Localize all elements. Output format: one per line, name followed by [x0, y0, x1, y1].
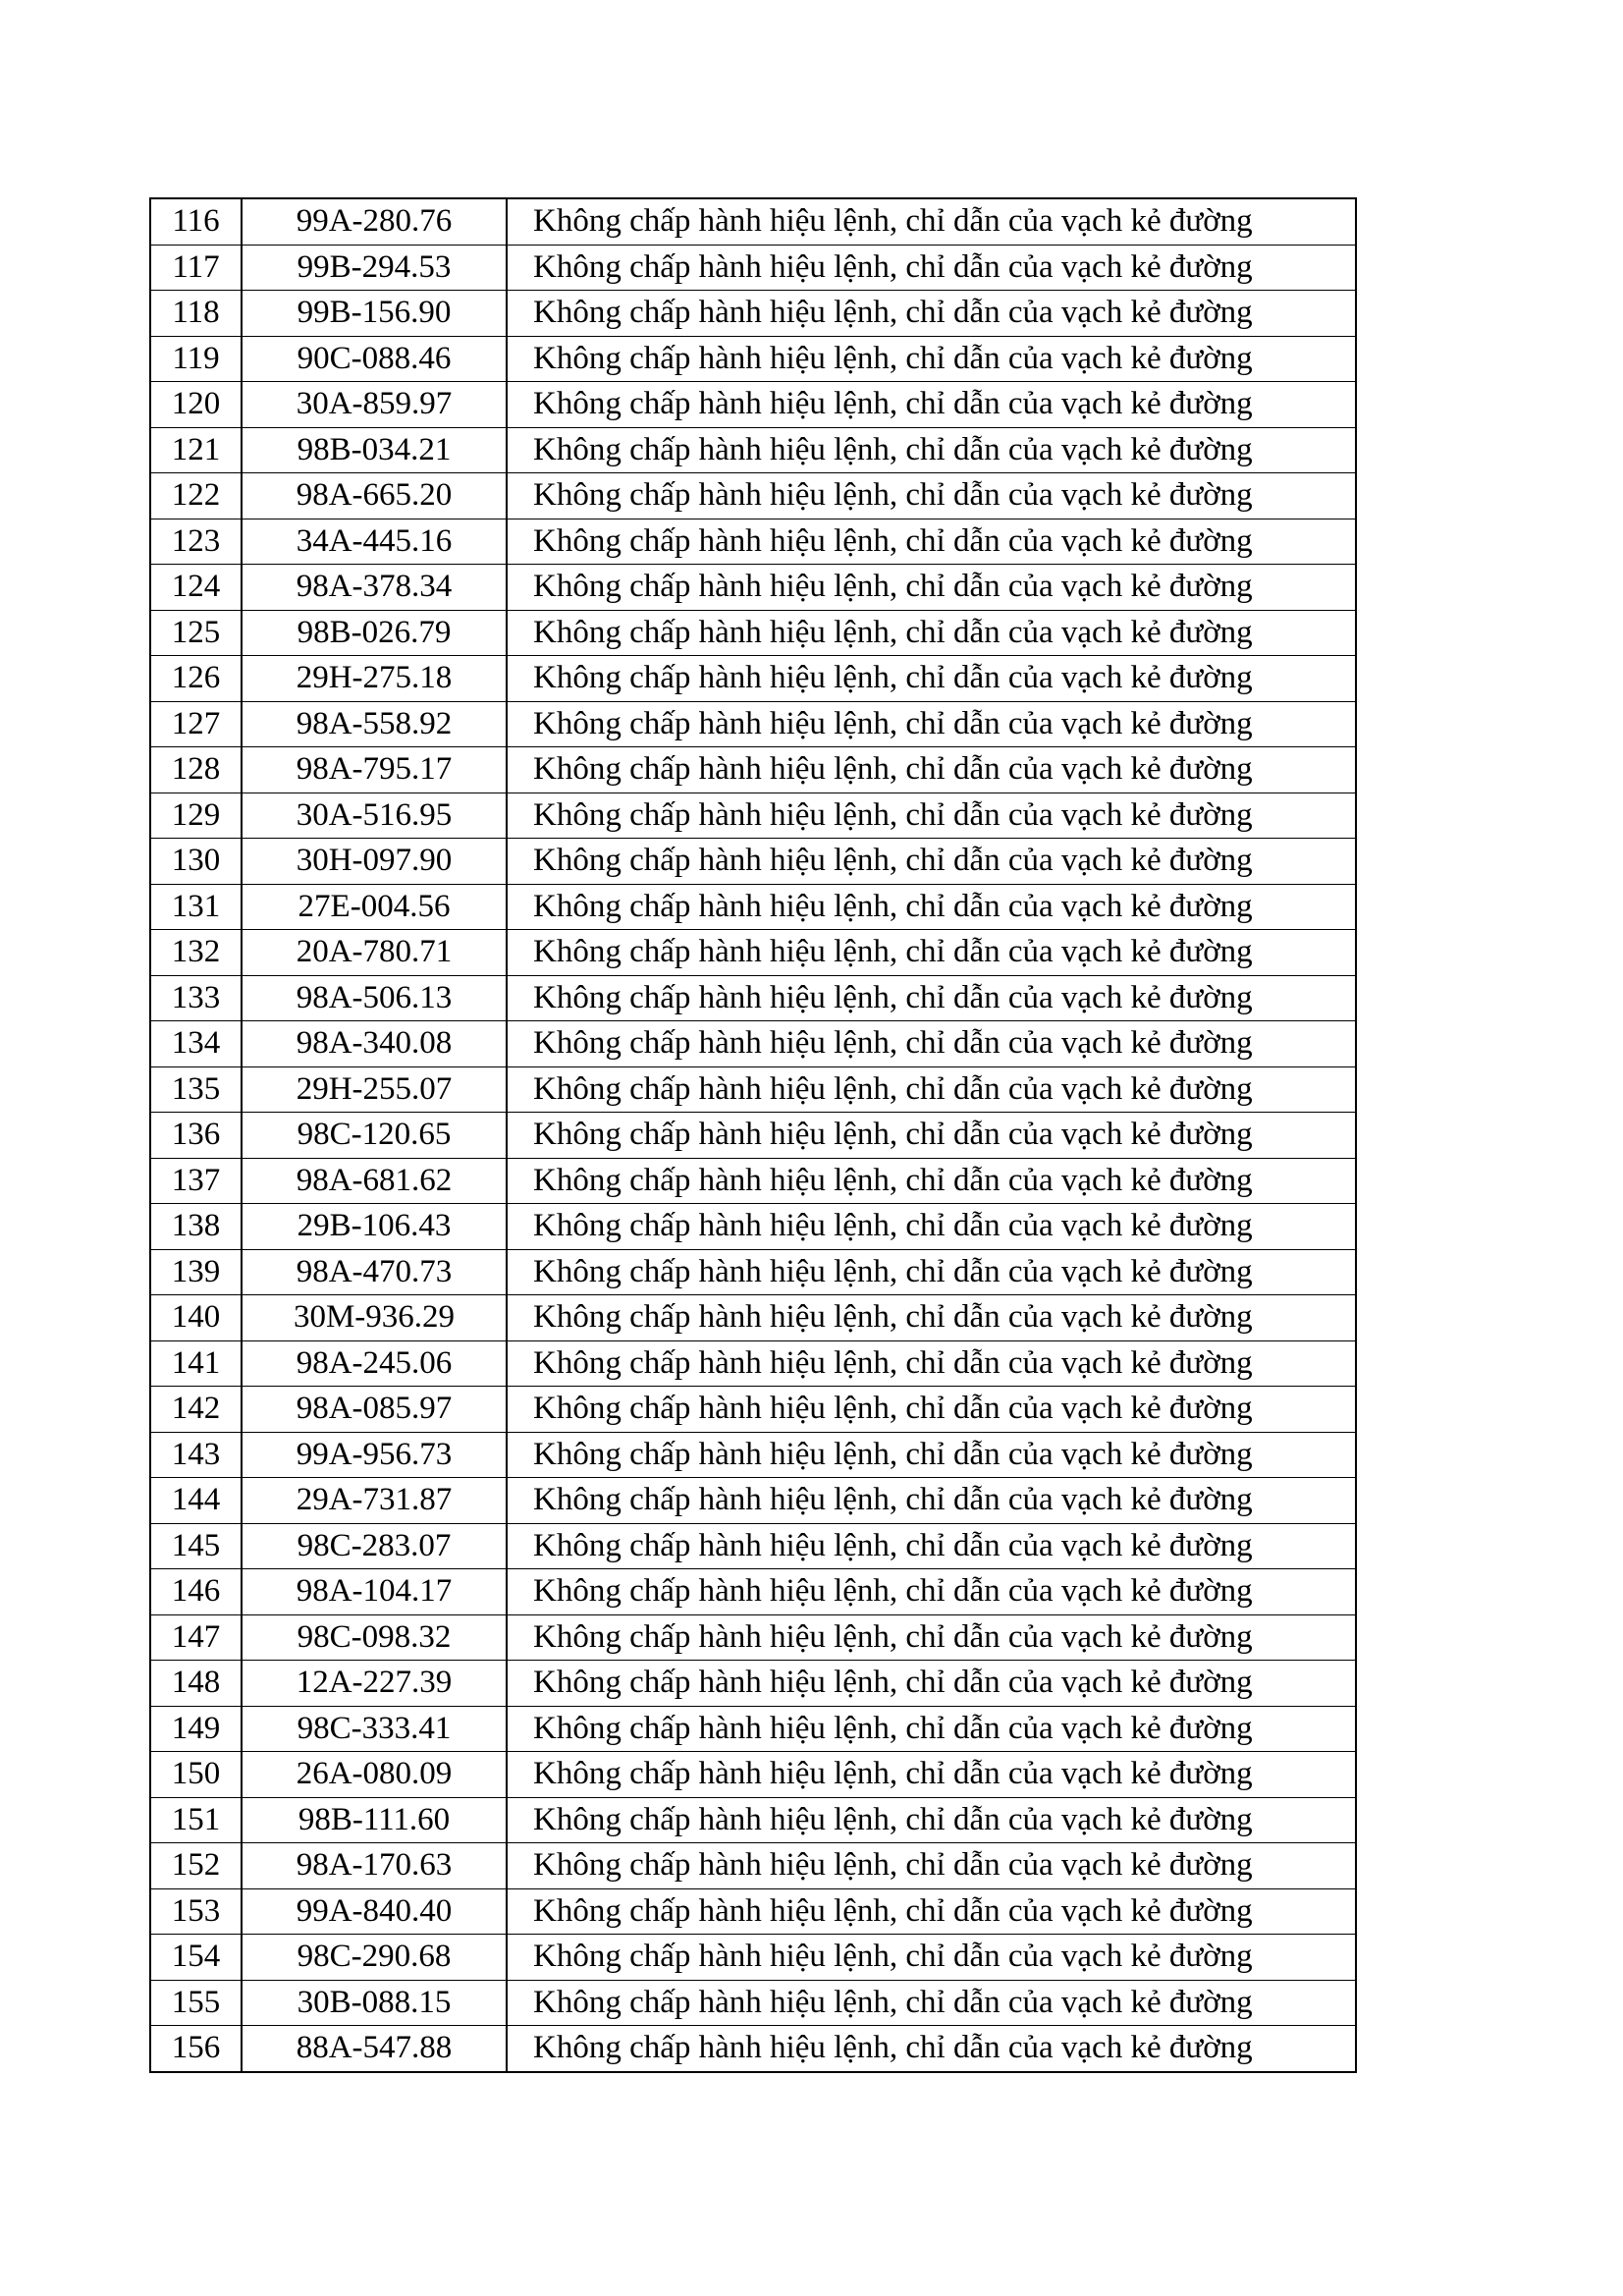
- license-plate-cell: 30H-097.90: [242, 839, 507, 885]
- violation-description-cell: Không chấp hành hiệu lệnh, chỉ dẫn của vạch kẻ đường: [507, 793, 1356, 839]
- license-plate-cell: 29A-731.87: [242, 1478, 507, 1524]
- row-number-cell: 120: [150, 382, 242, 428]
- license-plate-cell: 98A-470.73: [242, 1249, 507, 1295]
- license-plate-cell: 99A-840.40: [242, 1888, 507, 1935]
- violation-description-cell: Không chấp hành hiệu lệnh, chỉ dẫn của vạch kẻ đường: [507, 1843, 1356, 1889]
- row-number-cell: 126: [150, 656, 242, 702]
- row-number-cell: 150: [150, 1752, 242, 1798]
- violation-description-cell: Không chấp hành hiệu lệnh, chỉ dẫn của vạch kẻ đường: [507, 1797, 1356, 1843]
- violation-description-cell: Không chấp hành hiệu lệnh, chỉ dẫn của vạch kẻ đường: [507, 473, 1356, 519]
- license-plate-cell: 29B-106.43: [242, 1204, 507, 1250]
- row-number-cell: 117: [150, 245, 242, 291]
- table-row: [150, 839, 1356, 885]
- row-number-cell: 145: [150, 1523, 242, 1569]
- row-number-cell: 128: [150, 747, 242, 793]
- violation-description-cell: Không chấp hành hiệu lệnh, chỉ dẫn của vạch kẻ đường: [507, 1935, 1356, 1981]
- violation-description-cell: Không chấp hành hiệu lệnh, chỉ dẫn của vạch kẻ đường: [507, 1432, 1356, 1478]
- table-row: [150, 930, 1356, 976]
- violation-description-cell: Không chấp hành hiệu lệnh, chỉ dẫn của vạch kẻ đường: [507, 1387, 1356, 1433]
- table-row: [150, 473, 1356, 519]
- license-plate-cell: 30B-088.15: [242, 1980, 507, 2026]
- table-row: [150, 427, 1356, 473]
- license-plate-cell: 98C-098.32: [242, 1614, 507, 1661]
- license-plate-cell: 98A-665.20: [242, 473, 507, 519]
- table-row: [150, 519, 1356, 565]
- row-number-cell: 152: [150, 1843, 242, 1889]
- license-plate-cell: 98B-111.60: [242, 1797, 507, 1843]
- table-row: [150, 336, 1356, 382]
- table-row: [150, 1021, 1356, 1067]
- license-plate-cell: 98A-681.62: [242, 1158, 507, 1204]
- table-row: [150, 1614, 1356, 1661]
- row-number-cell: 153: [150, 1888, 242, 1935]
- table-row: [150, 610, 1356, 656]
- violation-description-cell: Không chấp hành hiệu lệnh, chỉ dẫn của vạch kẻ đường: [507, 1158, 1356, 1204]
- license-plate-cell: 34A-445.16: [242, 519, 507, 565]
- row-number-cell: 127: [150, 701, 242, 747]
- violation-description-cell: Không chấp hành hiệu lệnh, chỉ dẫn của vạch kẻ đường: [507, 1113, 1356, 1159]
- license-plate-cell: 98A-558.92: [242, 701, 507, 747]
- table-row: [150, 975, 1356, 1021]
- row-number-cell: 154: [150, 1935, 242, 1981]
- violation-description-cell: Không chấp hành hiệu lệnh, chỉ dẫn của vạch kẻ đường: [507, 656, 1356, 702]
- row-number-cell: 141: [150, 1340, 242, 1387]
- violation-description-cell: Không chấp hành hiệu lệnh, chỉ dẫn của vạch kẻ đường: [507, 245, 1356, 291]
- table-row: [150, 1523, 1356, 1569]
- row-number-cell: 130: [150, 839, 242, 885]
- row-number-cell: 118: [150, 291, 242, 337]
- table-row: [150, 701, 1356, 747]
- violation-description-cell: Không chấp hành hiệu lệnh, chỉ dẫn của vạch kẻ đường: [507, 1706, 1356, 1752]
- row-number-cell: 121: [150, 427, 242, 473]
- license-plate-cell: 98A-170.63: [242, 1843, 507, 1889]
- row-number-cell: 135: [150, 1066, 242, 1113]
- violation-description-cell: Không chấp hành hiệu lệnh, chỉ dẫn của vạch kẻ đường: [507, 336, 1356, 382]
- violation-description-cell: Không chấp hành hiệu lệnh, chỉ dẫn của vạch kẻ đường: [507, 701, 1356, 747]
- table-row: [150, 382, 1356, 428]
- row-number-cell: 125: [150, 610, 242, 656]
- table-row: [150, 1387, 1356, 1433]
- row-number-cell: 123: [150, 519, 242, 565]
- table-row: [150, 656, 1356, 702]
- row-number-cell: 139: [150, 1249, 242, 1295]
- license-plate-cell: 20A-780.71: [242, 930, 507, 976]
- license-plate-cell: 99B-156.90: [242, 291, 507, 337]
- table-row: [150, 245, 1356, 291]
- row-number-cell: 136: [150, 1113, 242, 1159]
- violation-description-cell: Không chấp hành hiệu lệnh, chỉ dẫn của vạch kẻ đường: [507, 1340, 1356, 1387]
- violation-description-cell: Không chấp hành hiệu lệnh, chỉ dẫn của vạch kẻ đường: [507, 1204, 1356, 1250]
- table-row: [150, 884, 1356, 930]
- license-plate-cell: 98B-034.21: [242, 427, 507, 473]
- row-number-cell: 148: [150, 1661, 242, 1707]
- row-number-cell: 147: [150, 1614, 242, 1661]
- license-plate-cell: 27E-004.56: [242, 884, 507, 930]
- row-number-cell: 151: [150, 1797, 242, 1843]
- license-plate-cell: 29H-275.18: [242, 656, 507, 702]
- license-plate-cell: 98C-120.65: [242, 1113, 507, 1159]
- row-number-cell: 116: [150, 198, 242, 245]
- license-plate-cell: 30M-936.29: [242, 1295, 507, 1341]
- table-row: [150, 1752, 1356, 1798]
- violation-description-cell: Không chấp hành hiệu lệnh, chỉ dẫn của vạch kẻ đường: [507, 565, 1356, 611]
- violation-description-cell: Không chấp hành hiệu lệnh, chỉ dẫn của vạch kẻ đường: [507, 610, 1356, 656]
- violation-description-cell: Không chấp hành hiệu lệnh, chỉ dẫn của vạch kẻ đường: [507, 1066, 1356, 1113]
- license-plate-cell: 30A-516.95: [242, 793, 507, 839]
- row-number-cell: 142: [150, 1387, 242, 1433]
- violation-description-cell: Không chấp hành hiệu lệnh, chỉ dẫn của vạch kẻ đường: [507, 930, 1356, 976]
- violation-description-cell: Không chấp hành hiệu lệnh, chỉ dẫn của vạch kẻ đường: [507, 1523, 1356, 1569]
- table-row: [150, 1340, 1356, 1387]
- license-plate-cell: 29H-255.07: [242, 1066, 507, 1113]
- table-row: [150, 1935, 1356, 1981]
- violation-description-cell: Không chấp hành hiệu lệnh, chỉ dẫn của vạch kẻ đường: [507, 1021, 1356, 1067]
- table-row: [150, 793, 1356, 839]
- license-plate-cell: 99A-956.73: [242, 1432, 507, 1478]
- violation-description-cell: Không chấp hành hiệu lệnh, chỉ dẫn của vạch kẻ đường: [507, 747, 1356, 793]
- violation-description-cell: Không chấp hành hiệu lệnh, chỉ dẫn của vạch kẻ đường: [507, 2026, 1356, 2072]
- table-row: [150, 1432, 1356, 1478]
- table-row: [150, 1249, 1356, 1295]
- violation-description-cell: Không chấp hành hiệu lệnh, chỉ dẫn của vạch kẻ đường: [507, 1614, 1356, 1661]
- license-plate-cell: 98A-245.06: [242, 1340, 507, 1387]
- row-number-cell: 132: [150, 930, 242, 976]
- license-plate-cell: 90C-088.46: [242, 336, 507, 382]
- violation-description-cell: Không chấp hành hiệu lệnh, chỉ dẫn của vạch kẻ đường: [507, 291, 1356, 337]
- row-number-cell: 133: [150, 975, 242, 1021]
- violation-description-cell: Không chấp hành hiệu lệnh, chỉ dẫn của vạch kẻ đường: [507, 1478, 1356, 1524]
- table-row: [150, 1478, 1356, 1524]
- license-plate-cell: 30A-859.97: [242, 382, 507, 428]
- violations-table-body: [150, 198, 1356, 2072]
- violation-description-cell: Không chấp hành hiệu lệnh, chỉ dẫn của vạch kẻ đường: [507, 198, 1356, 245]
- table-row: [150, 1706, 1356, 1752]
- license-plate-cell: 98C-333.41: [242, 1706, 507, 1752]
- row-number-cell: 149: [150, 1706, 242, 1752]
- license-plate-cell: 98A-085.97: [242, 1387, 507, 1433]
- row-number-cell: 122: [150, 473, 242, 519]
- table-row: [150, 1066, 1356, 1113]
- table-row: [150, 1158, 1356, 1204]
- violation-description-cell: Không chấp hành hiệu lệnh, chỉ dẫn của vạch kẻ đường: [507, 1980, 1356, 2026]
- row-number-cell: 144: [150, 1478, 242, 1524]
- table-row: [150, 565, 1356, 611]
- row-number-cell: 146: [150, 1569, 242, 1615]
- license-plate-cell: 26A-080.09: [242, 1752, 507, 1798]
- violations-table: [149, 197, 1357, 2073]
- violation-description-cell: Không chấp hành hiệu lệnh, chỉ dẫn của vạch kẻ đường: [507, 1888, 1356, 1935]
- table-row: [150, 1797, 1356, 1843]
- row-number-cell: 143: [150, 1432, 242, 1478]
- license-plate-cell: 98A-340.08: [242, 1021, 507, 1067]
- row-number-cell: 119: [150, 336, 242, 382]
- violation-description-cell: Không chấp hành hiệu lệnh, chỉ dẫn của vạch kẻ đường: [507, 1661, 1356, 1707]
- license-plate-cell: 98A-506.13: [242, 975, 507, 1021]
- violation-description-cell: Không chấp hành hiệu lệnh, chỉ dẫn của vạch kẻ đường: [507, 884, 1356, 930]
- row-number-cell: 134: [150, 1021, 242, 1067]
- table-row: [150, 1295, 1356, 1341]
- license-plate-cell: 88A-547.88: [242, 2026, 507, 2072]
- row-number-cell: 155: [150, 1980, 242, 2026]
- violation-description-cell: Không chấp hành hiệu lệnh, chỉ dẫn của vạch kẻ đường: [507, 382, 1356, 428]
- license-plate-cell: 99B-294.53: [242, 245, 507, 291]
- row-number-cell: 124: [150, 565, 242, 611]
- row-number-cell: 140: [150, 1295, 242, 1341]
- violation-description-cell: Không chấp hành hiệu lệnh, chỉ dẫn của vạch kẻ đường: [507, 1295, 1356, 1341]
- row-number-cell: 131: [150, 884, 242, 930]
- license-plate-cell: 98B-026.79: [242, 610, 507, 656]
- table-row: [150, 1888, 1356, 1935]
- row-number-cell: 137: [150, 1158, 242, 1204]
- license-plate-cell: 12A-227.39: [242, 1661, 507, 1707]
- license-plate-cell: 98A-378.34: [242, 565, 507, 611]
- violation-description-cell: Không chấp hành hiệu lệnh, chỉ dẫn của vạch kẻ đường: [507, 427, 1356, 473]
- row-number-cell: 129: [150, 793, 242, 839]
- table-row: [150, 1569, 1356, 1615]
- license-plate-cell: 98C-283.07: [242, 1523, 507, 1569]
- table-row: [150, 1980, 1356, 2026]
- table-row: [150, 1113, 1356, 1159]
- row-number-cell: 138: [150, 1204, 242, 1250]
- table-row: [150, 747, 1356, 793]
- table-row: [150, 2026, 1356, 2072]
- license-plate-cell: 98C-290.68: [242, 1935, 507, 1981]
- violation-description-cell: Không chấp hành hiệu lệnh, chỉ dẫn của vạch kẻ đường: [507, 975, 1356, 1021]
- row-number-cell: 156: [150, 2026, 242, 2072]
- table-row: [150, 1204, 1356, 1250]
- violation-description-cell: Không chấp hành hiệu lệnh, chỉ dẫn của vạch kẻ đường: [507, 839, 1356, 885]
- violation-description-cell: Không chấp hành hiệu lệnh, chỉ dẫn của vạch kẻ đường: [507, 1752, 1356, 1798]
- table-row: [150, 198, 1356, 245]
- table-row: [150, 291, 1356, 337]
- license-plate-cell: 98A-104.17: [242, 1569, 507, 1615]
- table-row: [150, 1661, 1356, 1707]
- license-plate-cell: 98A-795.17: [242, 747, 507, 793]
- violation-description-cell: Không chấp hành hiệu lệnh, chỉ dẫn của vạch kẻ đường: [507, 519, 1356, 565]
- violation-description-cell: Không chấp hành hiệu lệnh, chỉ dẫn của vạch kẻ đường: [507, 1569, 1356, 1615]
- violation-description-cell: Không chấp hành hiệu lệnh, chỉ dẫn của vạch kẻ đường: [507, 1249, 1356, 1295]
- license-plate-cell: 99A-280.76: [242, 198, 507, 245]
- table-row: [150, 1843, 1356, 1889]
